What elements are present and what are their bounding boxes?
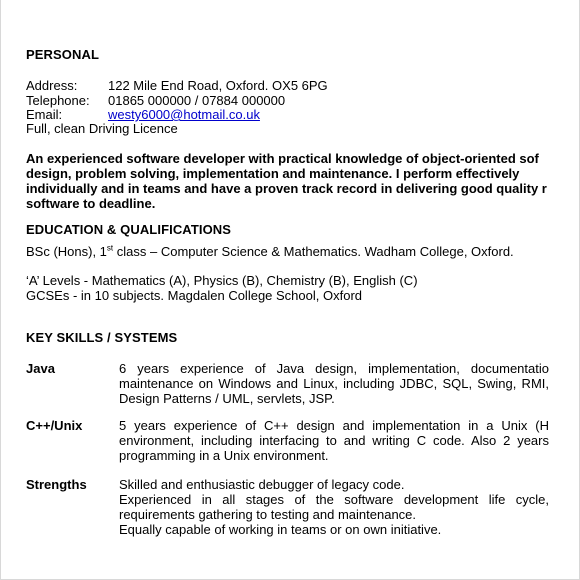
degree-line — [26, 244, 514, 259]
skill-name-cpp-unix: C++/Unix — [26, 418, 83, 433]
skill-line: Equally capable of working in teams or on own initiative. — [119, 522, 442, 537]
skill-description-java — [119, 361, 549, 406]
summary-line: An experienced software developer with practical knowledge of object-oriented sof — [26, 151, 539, 166]
skill-line: programming in a Unix environment. — [119, 448, 329, 463]
personal-heading: PERSONAL — [26, 47, 100, 62]
email-link[interactable]: westy6000@hotmail.co.uk — [108, 107, 260, 122]
email-label: Email: — [26, 107, 63, 122]
alevels-line: ‘A’ Levels - Mathematics (A), Physics (B), Chemistry (B), English (C) — [26, 273, 418, 288]
skill-line: Experienced in all stages of the software development life cycle, — [119, 492, 549, 507]
telephone-value: 01865 000000 / 07884 000000 — [108, 93, 286, 108]
profile-summary — [26, 151, 571, 211]
skill-line: Design Patterns / UML, servlets, JSP. — [119, 391, 335, 406]
skill-line: maintenance on Windows and Linux, including JDBC, SQL, Swing, RMI, — [119, 376, 549, 391]
skill-description-cpp-unix — [119, 418, 549, 463]
gcses-line: GCSEs - in 10 subjects. Magdalen College School, Oxford — [26, 288, 363, 303]
skill-line: 6 years experience of Java design, implementation, documentatio — [119, 361, 549, 376]
skills-heading: KEY SKILLS / SYSTEMS — [26, 330, 178, 345]
skill-name-strengths: Strengths — [26, 477, 87, 492]
summary-line: design, problem solving, implementation and maintenance. I perform effectively — [26, 166, 520, 181]
skill-line: Skilled and enthusiastic debugger of legacy code. — [119, 477, 405, 492]
skill-description-strengths — [119, 477, 549, 537]
address-label: Address: — [26, 78, 78, 93]
skill-line: 5 years experience of C++ design and implementation in a Unix (H — [119, 418, 549, 433]
email-wrapper — [108, 107, 260, 122]
skill-line: requirements gathering to testing and maintenance. — [119, 507, 417, 522]
degree-ordinal-suffix: st — [106, 243, 114, 253]
driving-licence: Full, clean Driving Licence — [26, 121, 178, 136]
summary-line: individually and in teams and have a proven track record in delivering good quality r — [26, 181, 547, 196]
education-heading: EDUCATION & QUALIFICATIONS — [26, 222, 232, 237]
telephone-label: Telephone: — [26, 93, 90, 108]
skill-line: environment, including interfacing to and writing C code. Also 2 years — [119, 433, 549, 448]
degree-text-pre: BSc (Hons), 1 — [26, 244, 107, 259]
skill-name-java: Java — [26, 361, 55, 376]
degree-text-post: class – Computer Science & Mathematics. Wadham College, Oxford. — [113, 244, 514, 259]
address-value: 122 Mile End Road, Oxford. OX5 6PG — [108, 78, 328, 93]
summary-line: software to deadline. — [26, 196, 156, 211]
